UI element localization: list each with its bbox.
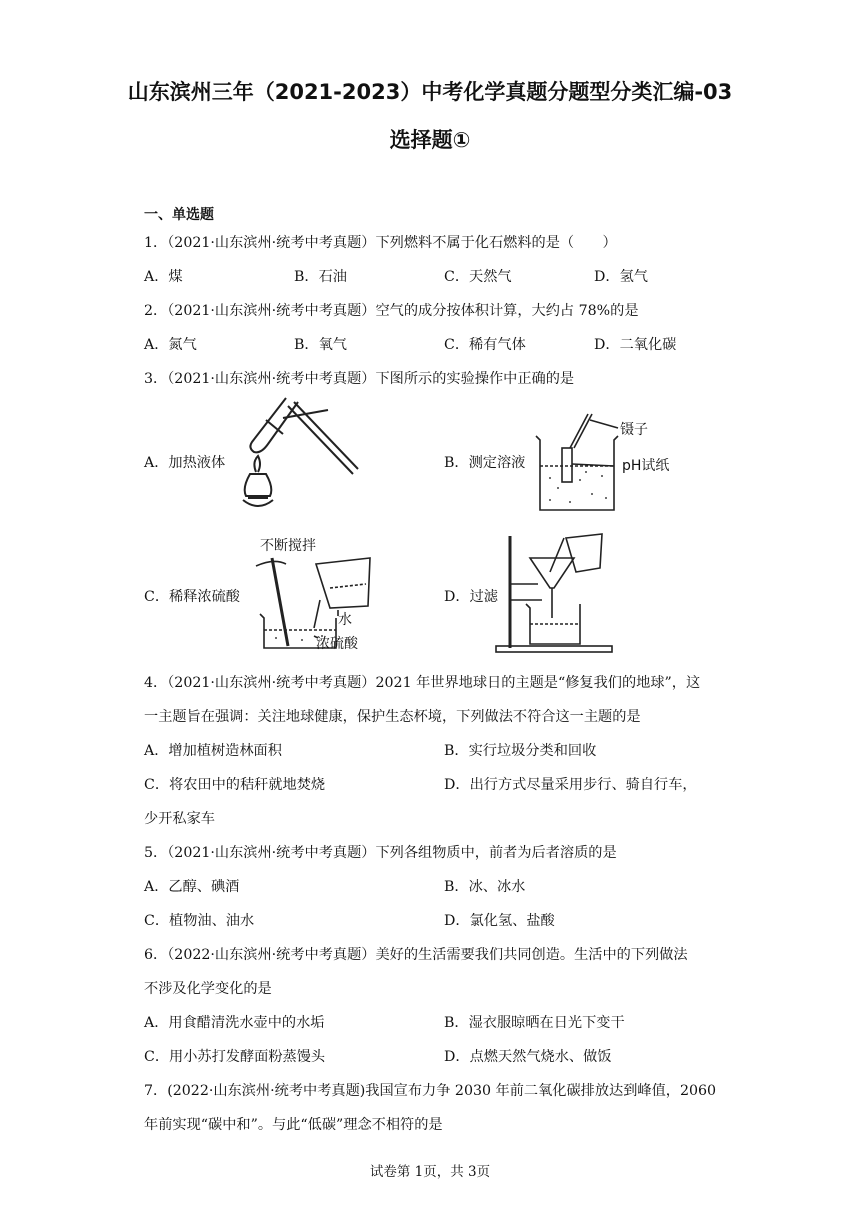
question-2-stem: 2．（2021·山东滨州·统考中考真题）空气的成分按体积计算，大约占 78%的是 [144,303,639,319]
q2-option-d: D．二氧化碳 [594,337,677,353]
q4-option-a: A．增加植树造林面积 [144,743,282,759]
question-6-stem-line2: 不涉及化学变化的是 [144,981,272,997]
question-6-stem-line1: 6．（2022·山东滨州·统考中考真题）美好的生活需要我们共同创造。生活中的下列做法 [144,947,688,963]
q5-option-a: A．乙醇、碘酒 [144,879,240,895]
label-conc-acid: 浓硫酸 [316,636,358,652]
q4-option-b: B．实行垃圾分类和回收 [444,743,597,759]
q3-option-d: D．过滤 [444,589,498,605]
question-7-stem-line2: 年前实现“碳中和”。与此“低碳”理念不相符的是 [144,1117,443,1133]
q2-option-b: B．氧气 [294,337,347,353]
q2-option-c: C．稀有气体 [444,337,526,353]
label-ph-paper: pH试纸 [622,458,670,474]
q3-option-b: B．测定溶液 [444,455,526,471]
q1-option-d: D．氢气 [594,269,648,285]
q1-option-c: C．天然气 [444,269,512,285]
label-water: 水 [338,612,352,628]
q6-option-a: A．用食醋清洗水壶中的水垢 [144,1015,325,1031]
label-tweezers: 镊子 [620,422,648,438]
q6-option-c: C．用小苏打发酵面粉蒸馒头 [144,1049,326,1065]
q1-option-a: A．煤 [144,269,183,285]
doc-title-line1: 山东滨州三年（2021-2023）中考化学真题分题型分类汇编-03 [127,80,733,104]
q5-option-c: C．植物油、油水 [144,913,255,929]
doc-title-line2: 选择题① [389,128,471,152]
q2-option-a: A．氮气 [144,337,197,353]
q1-option-b: B．石油 [294,269,347,285]
question-4-stem-line1: 4．（2021·山东滨州·统考中考真题）2021 年世界地球日的主题是“修复我们的地球”，这 [144,675,701,691]
q4-option-d: D．出行方式尽量采用步行、骑自行车， [444,777,697,793]
figure-ph-test [530,408,670,514]
q3-option-a: A．加热液体 [144,455,226,471]
question-4-stem-line2: 一主题旨在强调：关注地球健康，保护生态杯境，下列做法不符合这一主题的是 [144,709,641,725]
q3-option-c: C．稀释浓硫酸 [144,589,240,605]
page-footer: 试卷第 1页，共 3页 [369,1164,491,1180]
q6-option-d: D．点燃天然气烧水、做饭 [444,1049,612,1065]
q4-option-d-continued: 少开私家车 [144,811,215,827]
question-1-stem: 1．（2021·山东滨州·统考中考真题）下列燃料不属于化石燃料的是（ ） [144,235,617,251]
figure-filtration [492,528,616,656]
q6-option-b: B．湿衣服晾晒在日光下变干 [444,1015,625,1031]
question-5-stem: 5．（2021·山东滨州·统考中考真题）下列各组物质中，前者为后者溶质的是 [144,845,617,861]
question-3-stem: 3．（2021·山东滨州·统考中考真题）下图所示的实验操作中正确的是 [144,371,575,387]
section-heading: 一、单选题 [144,207,214,223]
q5-option-d: D．氯化氢、盐酸 [444,913,555,929]
label-stir: 不断搅拌 [260,538,316,554]
question-7-stem-line1: 7．(2022·山东滨州·统考中考真题)我国宣布力争 2030 年前二氧化碳排放达到峰值，2060 [144,1083,717,1099]
q4-option-c: C．将农田中的秸秆就地焚烧 [144,777,326,793]
figure-heating-liquid [228,396,363,518]
figure-dilute-acid [246,536,386,656]
q5-option-b: B．冰、冰水 [444,879,526,895]
